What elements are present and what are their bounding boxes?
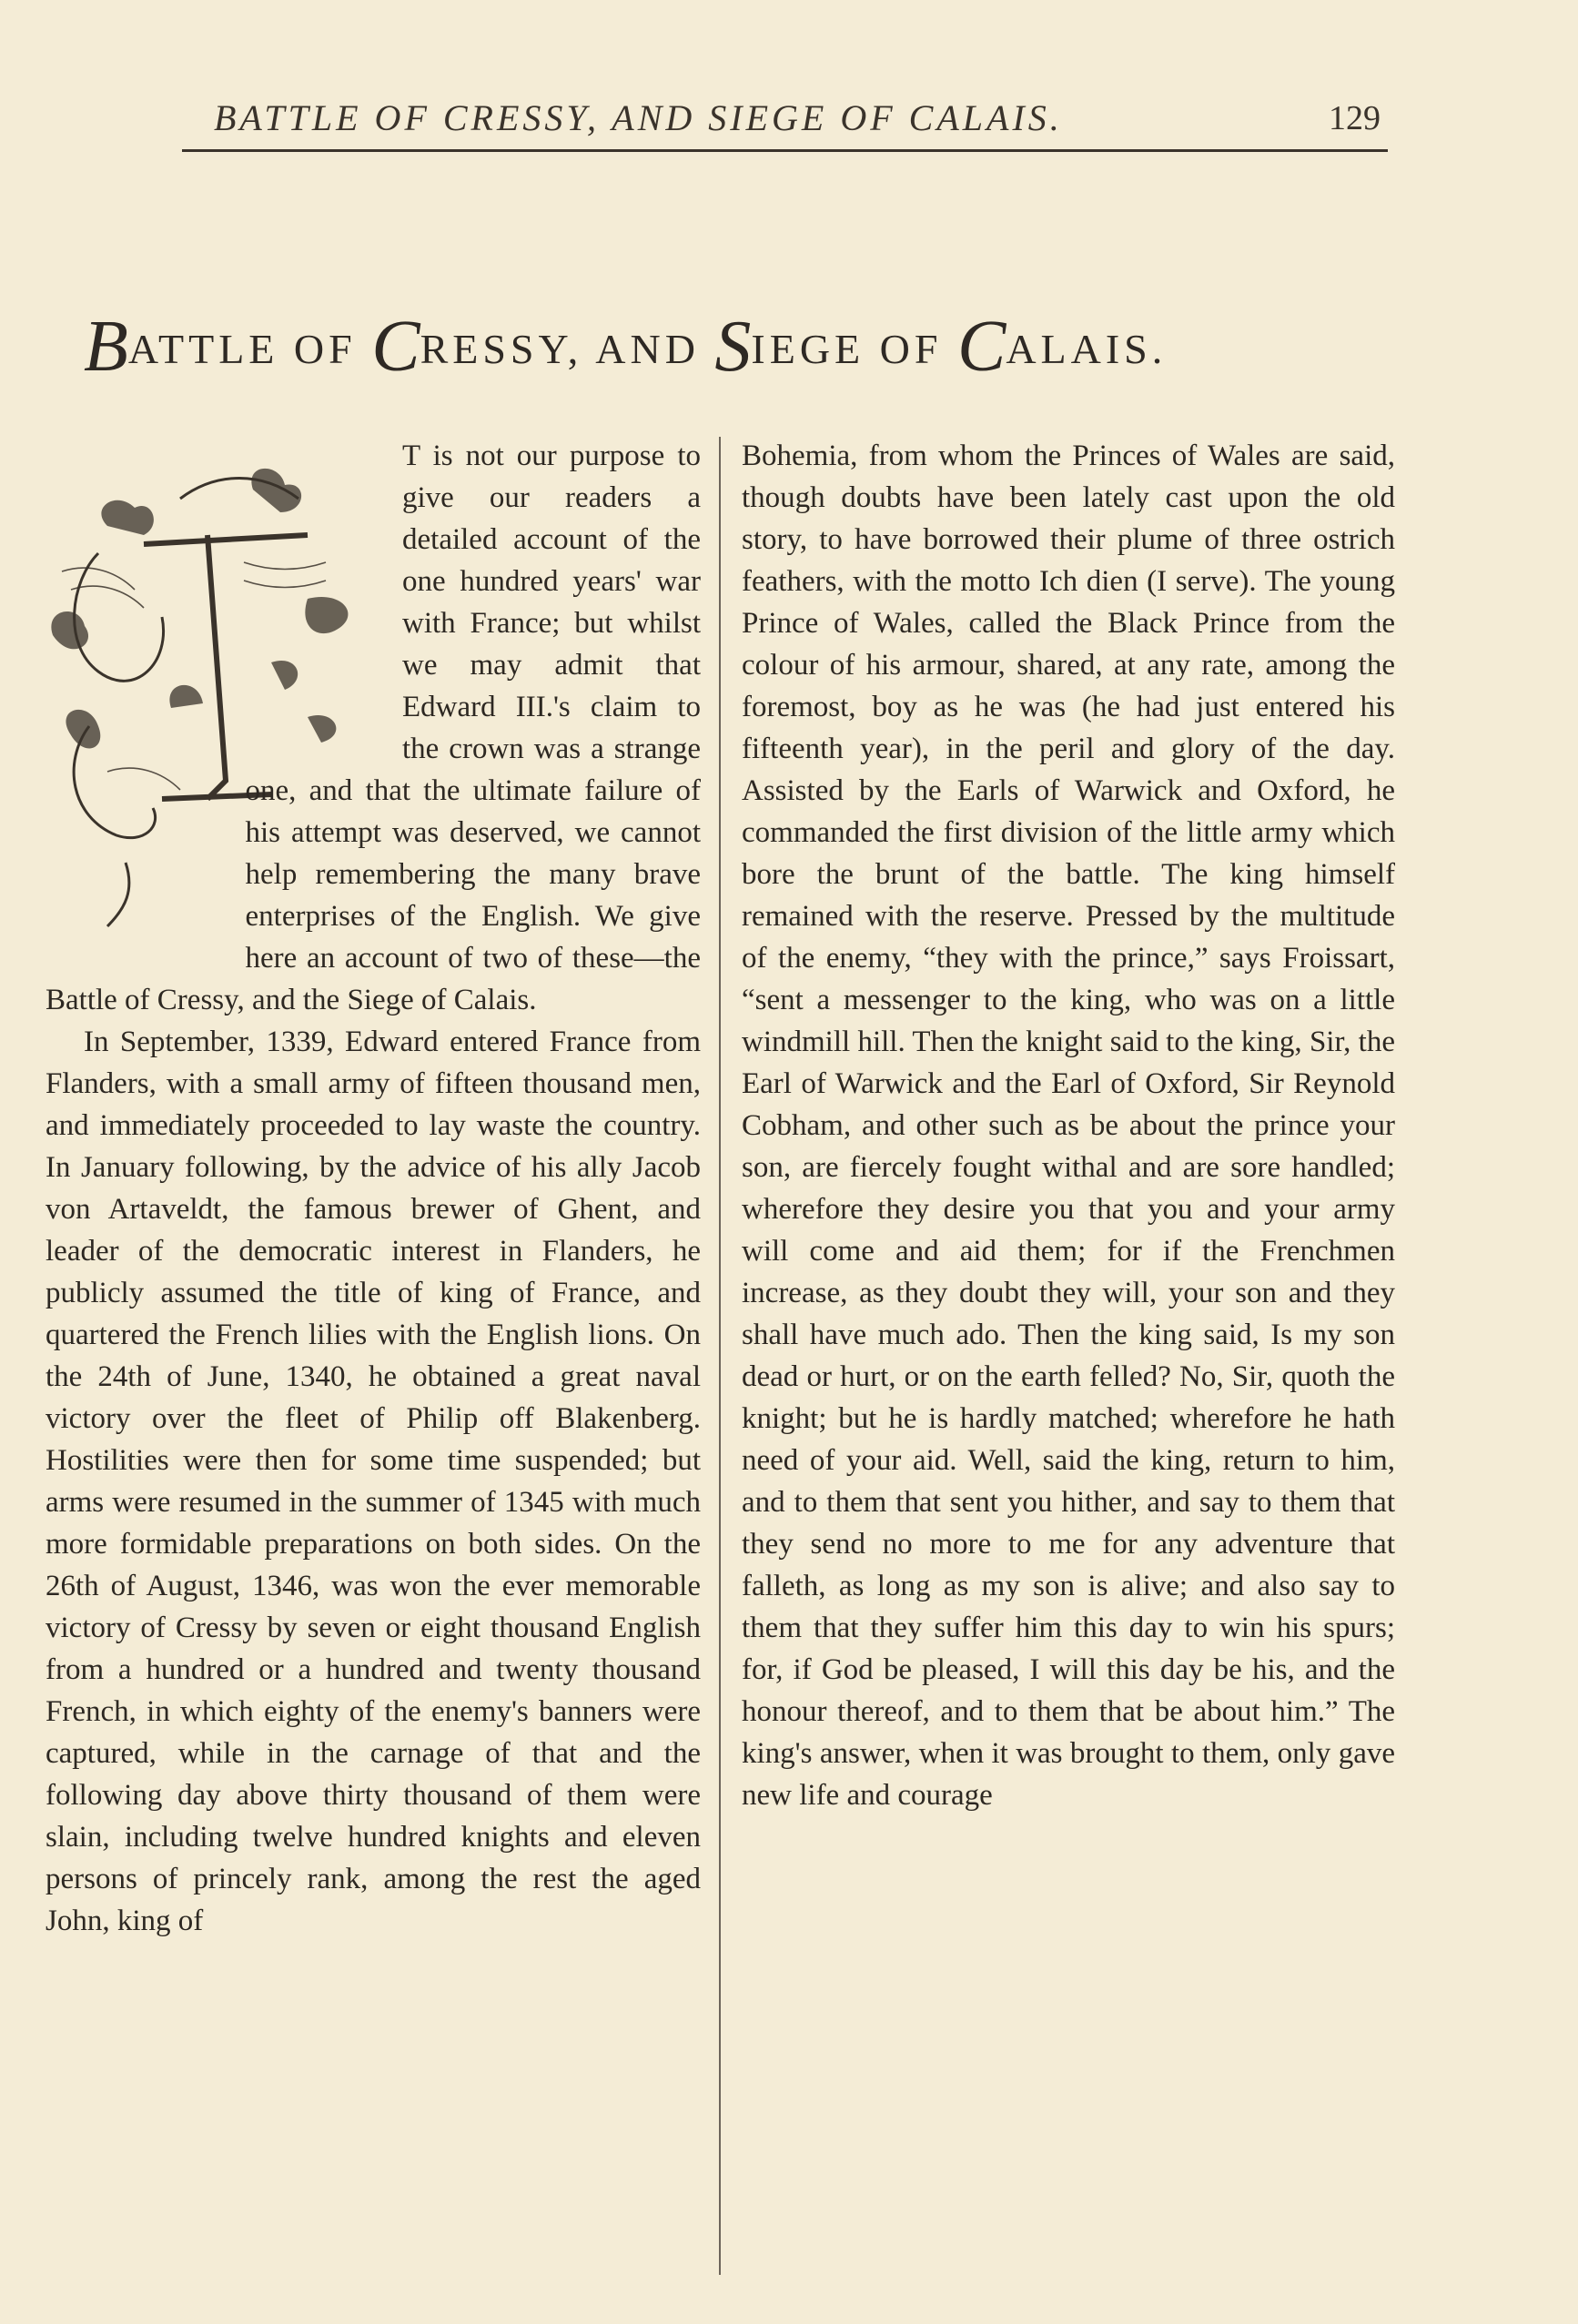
initial-stem xyxy=(207,535,226,799)
trailing-tendril xyxy=(107,863,129,926)
hatch-3 xyxy=(244,562,326,570)
hatch-2 xyxy=(71,586,144,608)
leaf-6 xyxy=(66,710,100,749)
left-paragraph-1: T is not our purpose to give our readers a detailed account of the one hundred years' war with France; but whilst we may admit that Edward III.'s claim to the crown was a strange one, and that the ultimate failure of his attempt was deserved, we cannot help remembering the many brave enterprises of the English. We give here an account of two of these—the Battle of Cressy, and the Siege of Calais. xyxy=(46,440,701,1016)
running-header xyxy=(55,96,1381,151)
leaf-8 xyxy=(308,715,336,743)
leaf-5 xyxy=(51,611,88,649)
left-column xyxy=(46,435,701,1942)
initial-top-bar xyxy=(144,535,308,544)
header-rule xyxy=(182,149,1388,152)
title-cap-c2: C xyxy=(956,307,1006,387)
title-text-4: ALAIS. xyxy=(1006,326,1168,372)
left-paragraph-2: In September, 1339, Edward entered France from Flanders, with a small army of fifteen thousand men, and immediately proceeded to lay waste the country. In January following, by the advice of his ally Jacob von Artaveldt, the famous brewer of Ghent, and leader of the democratic interest in Flanders, he publicly assumed the title of king of France, and quartered the French lilies with the English lions. On the 24th of June, 1340, he obtained a great naval victory over the fleet of Philip off Blakenberg. Hostilities were then for some time suspended; but arms were resumed in the summer of 1345 with much more formidable preparations on both sides. On the 26th of August, 1346, was won the ever memorable victory of Cressy by seven or eight thousand English from a hundred or a hundred and twenty thousand French, in which eighty of the enemy's banners were captured, while in the carnage of that and the following day above thirty thousand of them were slain, including twelve hundred knights and eleven persons of princely rank, among the rest the aged John, king of xyxy=(46,1026,701,1937)
leaf-4 xyxy=(271,661,298,690)
right-column xyxy=(742,435,1395,1816)
page-number: 129 xyxy=(1329,99,1381,137)
leaf-3 xyxy=(305,597,348,633)
hatch-4 xyxy=(244,581,326,588)
title-cap-c1: C xyxy=(371,307,420,387)
hatch-5 xyxy=(107,768,180,790)
leaf-2 xyxy=(251,469,301,512)
title-text-1: ATTLE OF xyxy=(127,326,372,372)
title-text-3: IEGE OF xyxy=(751,326,957,372)
title-cap-s: S xyxy=(714,307,752,387)
scroll-curl-left xyxy=(75,553,164,681)
running-title: BATTLE OF CRESSY, AND SIEGE OF CALAIS. xyxy=(214,97,1063,138)
leaf-7 xyxy=(169,685,203,708)
leaf-1 xyxy=(101,500,153,535)
title-cap-b: B xyxy=(84,307,128,387)
chapter-title xyxy=(84,298,1376,387)
right-paragraph-1: Bohemia, from whom the Princes of Wales are said, though doubts have been lately cast upon the old story, to have borrowed their plume of three ostrich feathers, with the motto Ich dien (I serve). The young Prince of Wales, called the Black Prince from the colour of his armour, shared, at any rate, among the foremost, boy as he was (he had just entered his fifteenth year), in the peril and glory of the day. Assisted by the Earls of Warwick and Oxford, he commanded the first division of the little army which bore the brunt of the battle. The king himself remained with the reserve. Pressed by the multitude of the enemy, “they with the prince,” says Froissart, “sent a messenger to the king, who was on a little windmill hill. Then the knight said to the king, Sir, the Earl of Warwick and the Earl of Oxford, Sir Reynold Cobham, and other such as be about the prince your son, are fiercely fought withal and are sore handled; wherefore they desire you that you and your army will come and aid them; for if the Frenchmen increase, as they doubt they will, your son and they shall have much ado. Then the king said, Is my son dead or hurt, or on the earth felled? No, Sir, quoth the knight; but he is hardly matched; wherefore he hath need of your aid. Well, said the king, return to him, and to them that sent you hither, and say to them that they send no more to me for any adventure that falleth, as long as my son is alive; and also say to them that they suffer him this day to win his spurs; for, if God be pleased, I will this day be his, and the honour thereof, and to them that be about him.” The king's answer, when it was brought to them, only gave new life and courage xyxy=(742,440,1395,1812)
column-divider xyxy=(719,437,721,2275)
title-text-2: RESSY, AND xyxy=(420,326,715,372)
